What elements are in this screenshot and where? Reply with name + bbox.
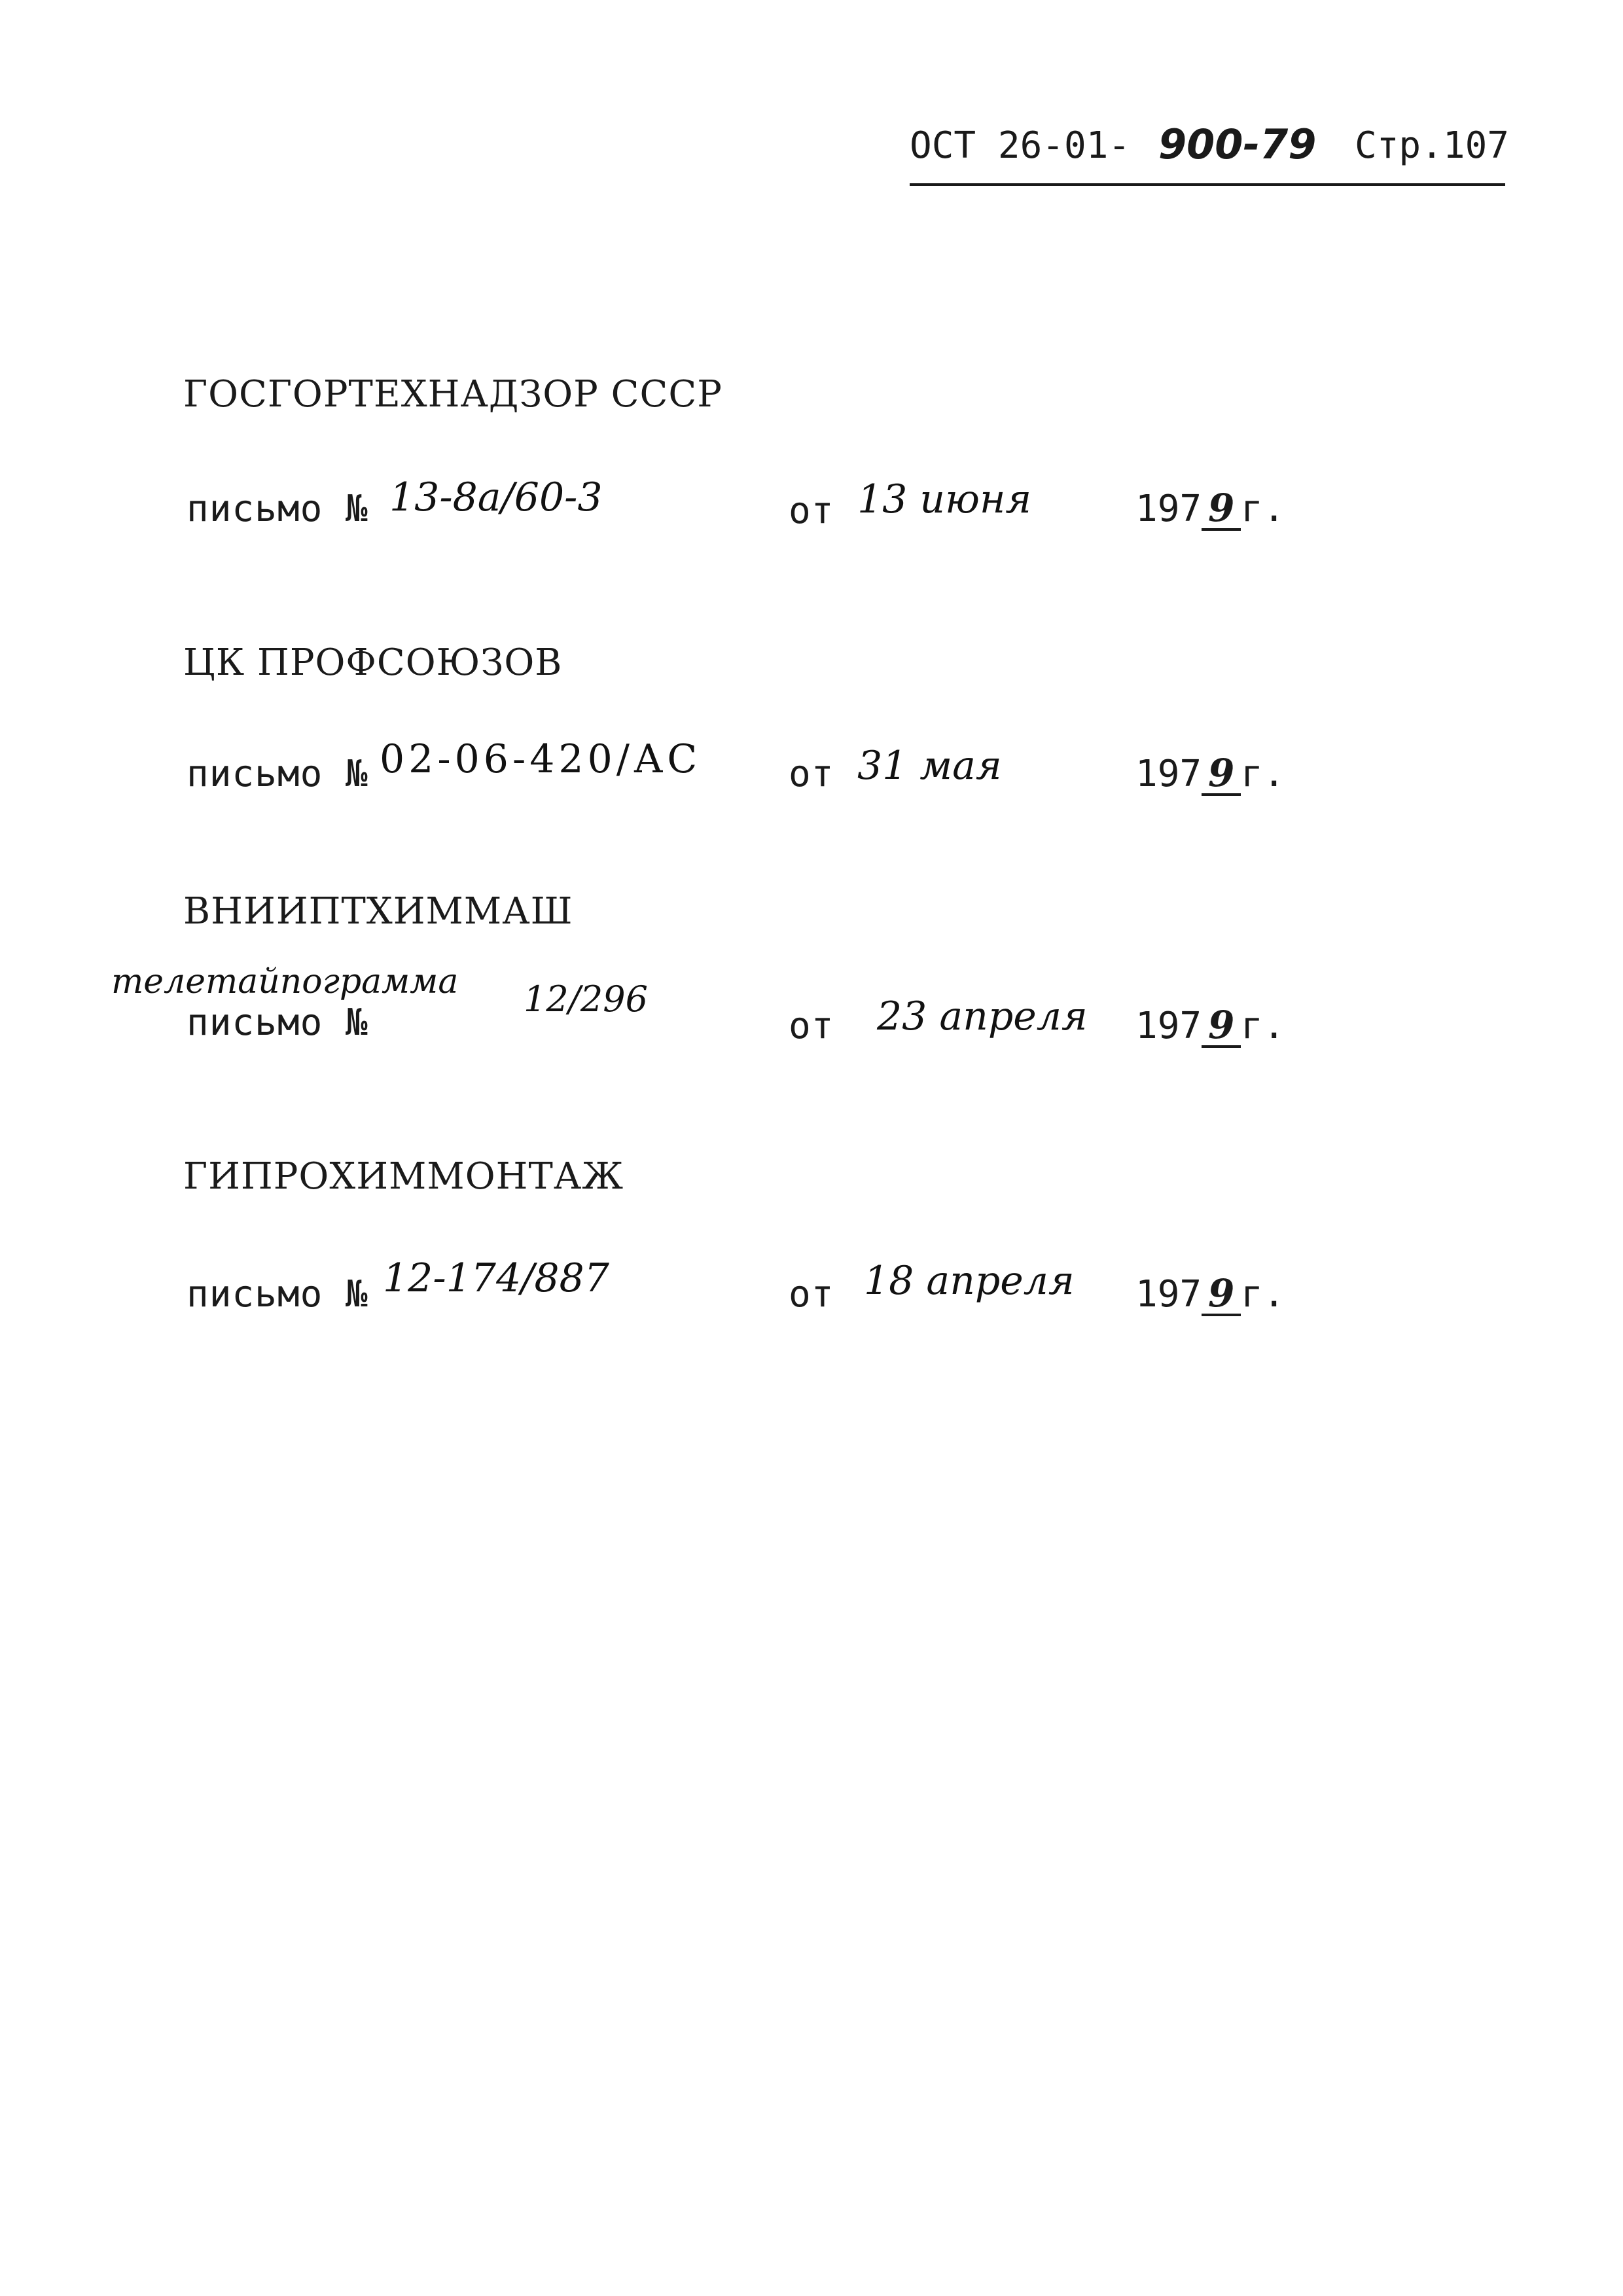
- entry-3-year: [1135, 1005, 1285, 1048]
- entry-4-organization: ГИПРОХИММОНТАЖ: [183, 1155, 624, 1198]
- entry-3-doc-type: письмо №: [187, 1001, 368, 1044]
- entry-1-year: [1135, 488, 1285, 531]
- entry-1-year-prefix: 197: [1135, 488, 1202, 530]
- standard-code-prefix: ОСТ 26-01-: [910, 124, 1131, 167]
- entry-1-year-digit: 9: [1202, 489, 1241, 531]
- entry-4-letter-number: 12-174/887: [383, 1255, 609, 1301]
- entry-4-year-suffix: г.: [1241, 1273, 1285, 1316]
- entry-2-year: [1135, 753, 1285, 796]
- document-header: [910, 120, 1510, 186]
- standard-code-number: 900-79: [1158, 120, 1317, 168]
- entry-2-doc-type: письмо №: [187, 753, 368, 795]
- entry-2-year-suffix: г.: [1241, 753, 1285, 795]
- entry-3-year-digit: 9: [1202, 1006, 1241, 1048]
- entry-2-from-label: от: [789, 753, 834, 795]
- entry-3-handwritten-doc-type: телетайпограмма: [111, 962, 459, 1001]
- entry-2-date: 31 мая: [857, 743, 1002, 789]
- entry-3-from-label: от: [789, 1005, 834, 1047]
- entry-3-year-suffix: г.: [1241, 1005, 1285, 1047]
- entry-3-letter-number: 12/296: [524, 978, 648, 1020]
- page-number: Стр.107: [1355, 124, 1510, 167]
- entry-4-year: [1135, 1273, 1285, 1316]
- entry-2-organization: ЦК ПРОФСОЮЗОВ: [183, 641, 563, 684]
- entry-4-from-label: от: [789, 1273, 834, 1316]
- entry-3-year-prefix: 197: [1135, 1005, 1202, 1047]
- entry-4-date: 18 апреля: [864, 1258, 1075, 1304]
- entry-4-doc-type: письмо №: [187, 1273, 368, 1316]
- entry-1-date: 13 июня: [857, 476, 1032, 522]
- entry-1-year-suffix: г.: [1241, 488, 1285, 530]
- entry-1-from-label: от: [789, 490, 834, 532]
- entry-1-letter-number: 13-8а/60-3: [389, 475, 603, 520]
- entry-4-year-prefix: 197: [1135, 1273, 1202, 1316]
- entry-4-year-digit: 9: [1202, 1274, 1241, 1316]
- entry-2-year-digit: 9: [1202, 754, 1241, 796]
- entry-3-date: 23 апреля: [877, 994, 1088, 1039]
- entry-2-letter-number: 02-06-420/АС: [380, 736, 702, 782]
- entry-1-doc-type: письмо №: [187, 488, 368, 530]
- entry-2-year-prefix: 197: [1135, 753, 1202, 795]
- entry-1-organization: ГОСГОРТЕХНАДЗОР СССР: [183, 373, 722, 416]
- entry-3-organization: ВНИИПТХИММАШ: [183, 890, 573, 933]
